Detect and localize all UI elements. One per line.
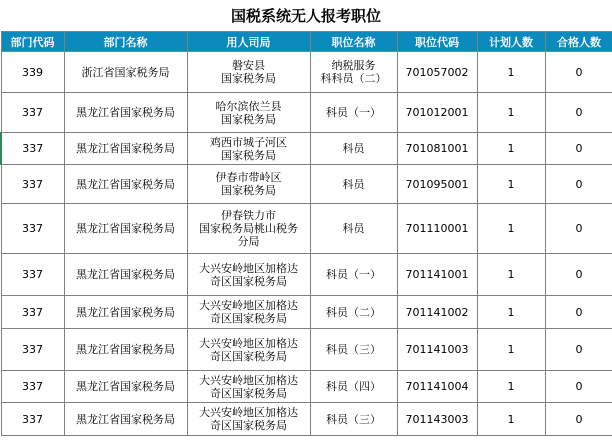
cell-line: 科员（三） (326, 412, 381, 426)
cell-position-code[interactable]: 701141001 (397, 254, 477, 296)
cell-line: 国家税务局 (221, 184, 276, 197)
table-row (1, 93, 612, 133)
cell-qualified-count[interactable]: 0 (545, 165, 612, 204)
table-row (1, 254, 612, 296)
cell-dept-name[interactable]: 黑龙江省国家税务局 (64, 165, 187, 204)
table-row (1, 329, 612, 371)
cell-qualified-count[interactable]: 0 (545, 204, 612, 254)
cell-bureau[interactable] (187, 371, 310, 403)
cell-plan-count[interactable]: 1 (477, 296, 545, 329)
table-row (1, 165, 612, 204)
cell-line: 科员（一） (326, 268, 381, 281)
cell-line: 科员 (342, 142, 365, 155)
cell-line: 大兴安岭地区加格达 (199, 373, 298, 387)
cell-line: 科员 (342, 177, 365, 191)
cell-dept-code[interactable]: 337 (1, 329, 64, 371)
cell-line: 鸡西市城子河区 (210, 135, 287, 149)
cell-line: 科员（四） (326, 380, 381, 393)
cell-line: 分局 (237, 235, 260, 248)
cell-line: 国家税务局 (221, 148, 276, 162)
cell-qualified-count[interactable]: 0 (545, 93, 612, 133)
cell-line: 奇区国家税务局 (210, 419, 287, 432)
cell-position[interactable] (310, 165, 397, 204)
sheet-title: 国税系统无人报考职位 (230, 7, 381, 25)
cell-line: 奇区国家税务局 (210, 274, 287, 288)
cell-qualified-count[interactable]: 0 (545, 296, 612, 329)
table-row (1, 133, 612, 165)
cell-bureau[interactable] (187, 403, 310, 436)
cell-line: 大兴安岭地区加格达 (199, 299, 298, 312)
cell-dept-code[interactable]: 337 (1, 93, 64, 133)
table-row (1, 371, 612, 403)
cell-qualified-count[interactable]: 0 (545, 329, 612, 371)
cell-qualified-count[interactable]: 0 (545, 133, 612, 165)
cell-line: 科员（一） (326, 106, 381, 119)
cell-dept-code[interactable]: 337 (1, 204, 64, 254)
cell-line: 纳税服务 (331, 59, 376, 72)
cell-bureau[interactable] (187, 93, 310, 133)
cell-plan-count[interactable]: 1 (477, 93, 545, 133)
cell-dept-name[interactable]: 黑龙江省国家税务局 (64, 254, 187, 296)
table-row (1, 296, 612, 329)
cell-line: 国家税务局 (221, 72, 276, 85)
cell-line: 奇区国家税务局 (210, 312, 287, 325)
cell-position-code[interactable]: 701095001 (397, 165, 477, 204)
cell-position[interactable] (310, 403, 397, 436)
cell-line: 伊春市带岭区 (215, 171, 282, 184)
cell-qualified-count[interactable]: 0 (545, 403, 612, 436)
cell-dept-code[interactable]: 339 (1, 52, 64, 93)
cell-position[interactable] (310, 52, 397, 93)
cell-line: 国家税务局 (221, 112, 276, 126)
cell-qualified-count[interactable]: 0 (545, 371, 612, 403)
cell-plan-count[interactable]: 1 (477, 165, 545, 204)
cell-line: 科科员（二） (320, 72, 387, 85)
header-cell-dept-name[interactable]: 部门名称 (64, 32, 187, 52)
table-row (1, 52, 612, 93)
cell-bureau[interactable] (187, 165, 310, 204)
header-cell-dept-code[interactable]: 部门代码 (1, 32, 64, 52)
cell-line: 国家税务局桃山税务 (199, 222, 298, 235)
cell-dept-name[interactable]: 黑龙江省国家税务局 (64, 204, 187, 254)
cell-position[interactable] (310, 93, 397, 133)
cell-dept-code[interactable]: 337 (1, 165, 64, 204)
cell-bureau[interactable] (187, 329, 310, 371)
cell-dept-name[interactable]: 黑龙江省国家税务局 (64, 371, 187, 403)
cell-line: 伊春铁力市 (221, 209, 276, 222)
cell-position[interactable] (310, 133, 397, 165)
cell-position[interactable] (310, 204, 397, 254)
cell-bureau[interactable] (187, 204, 310, 254)
cell-line: 哈尔滨依兰县 (215, 99, 282, 113)
cell-qualified-count[interactable]: 0 (545, 52, 612, 93)
positions-table (0, 31, 612, 436)
cell-position-code[interactable]: 701141002 (397, 296, 477, 329)
cell-position[interactable] (310, 254, 397, 296)
cell-bureau[interactable] (187, 254, 310, 296)
cell-position[interactable] (310, 296, 397, 329)
cell-line: 大兴安岭地区加格达 (199, 336, 298, 350)
cell-bureau[interactable] (187, 296, 310, 329)
cell-dept-code[interactable]: 337 (1, 403, 64, 436)
cell-dept-name[interactable]: 黑龙江省国家税务局 (64, 133, 187, 165)
cell-position-code[interactable]: 701110001 (397, 204, 477, 254)
cell-dept-name[interactable]: 黑龙江省国家税务局 (64, 93, 187, 133)
cell-line: 科员（二） (326, 305, 381, 319)
cell-plan-count[interactable]: 1 (477, 133, 545, 165)
header-cell-bureau[interactable]: 用人司局 (187, 32, 310, 52)
cell-position-code[interactable]: 701057002 (397, 52, 477, 93)
table-row (1, 403, 612, 436)
cell-line: 奇区国家税务局 (210, 349, 287, 363)
cell-line: 大兴安岭地区加格达 (199, 261, 298, 275)
cell-plan-count[interactable]: 1 (477, 204, 545, 254)
cell-position[interactable] (310, 371, 397, 403)
cell-plan-count[interactable]: 1 (477, 403, 545, 436)
cell-bureau[interactable] (187, 52, 310, 93)
cell-dept-code[interactable]: 337 (1, 296, 64, 329)
cell-position-code[interactable]: 701081001 (397, 133, 477, 165)
table-row (1, 204, 612, 254)
cell-line: 科员 (342, 222, 365, 235)
cell-plan-count[interactable]: 1 (477, 254, 545, 296)
cell-plan-count[interactable]: 1 (477, 329, 545, 371)
cell-position[interactable] (310, 329, 397, 371)
header-cell-plan-count[interactable]: 计划人数 (477, 32, 545, 52)
cell-plan-count[interactable]: 1 (477, 371, 545, 403)
cell-line: 科员（三） (326, 343, 381, 356)
cell-dept-name[interactable]: 浙江省国家税务局 (64, 52, 187, 93)
cell-plan-count[interactable]: 1 (477, 52, 545, 93)
header-row (1, 32, 612, 52)
header-cell-position-code[interactable]: 职位代码 (397, 32, 477, 52)
cell-bureau[interactable] (187, 133, 310, 165)
cell-dept-code[interactable]: 337 (1, 371, 64, 403)
cell-position-code[interactable]: 701143003 (397, 403, 477, 436)
cell-line: 磐安县 (232, 59, 265, 72)
cell-line: 奇区国家税务局 (210, 386, 287, 400)
cell-dept-name[interactable]: 黑龙江省国家税务局 (64, 329, 187, 371)
header-cell-qualified-count[interactable]: 合格人数 (545, 32, 612, 52)
cell-qualified-count[interactable]: 0 (545, 254, 612, 296)
cell-dept-name[interactable]: 黑龙江省国家税务局 (64, 296, 187, 329)
cell-dept-code[interactable]: 337 (1, 254, 64, 296)
cell-dept-name[interactable]: 黑龙江省国家税务局 (64, 403, 187, 436)
cell-dept-code[interactable]: 337 (1, 133, 64, 165)
cell-position-code[interactable]: 701012001 (397, 93, 477, 133)
cell-position-code[interactable]: 701141004 (397, 371, 477, 403)
header-cell-position[interactable]: 职位名称 (310, 32, 397, 52)
cell-line: 大兴安岭地区加格达 (199, 406, 298, 419)
cell-position-code[interactable]: 701141003 (397, 329, 477, 371)
